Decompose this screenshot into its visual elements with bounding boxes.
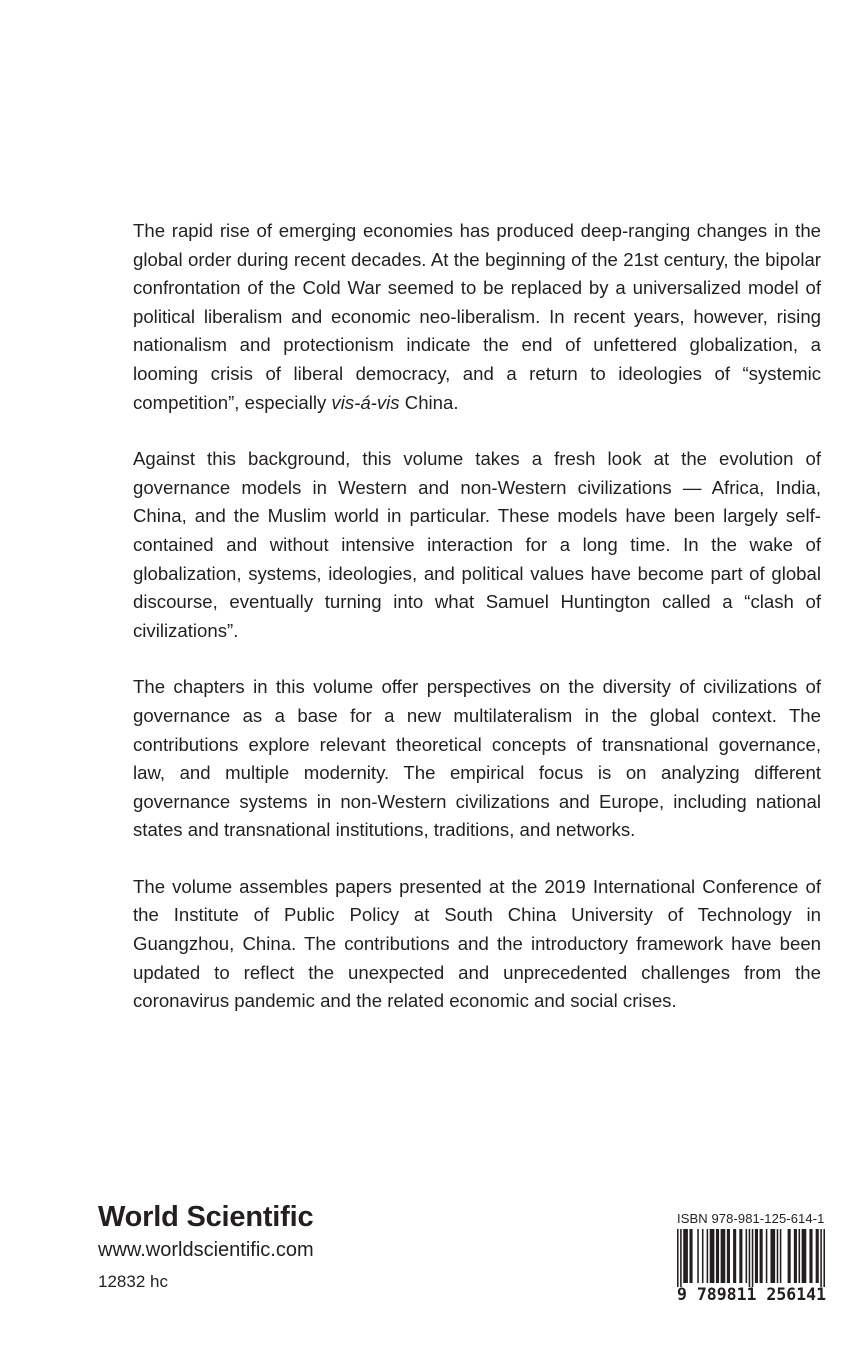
barcode-digits: 9 789811 256141 [677,1285,827,1304]
barcode-bar [816,1229,819,1283]
barcode-bar [689,1229,692,1283]
barcode-bar [820,1229,822,1287]
blurb-paragraph-3: The chapters in this volume offer perspectives on the diversity of civilizations of governance as a base for a new multilateralism in the global context. The contributions explore relevant theoretical concepts of transnational governance, law, and multiple modernity. The empirical focus is on analyzing different governance systems in non-Western civilizations and Europe, including national states and transnational institutions, traditions, and networks. [133,676,821,841]
barcode-bar [799,1229,801,1283]
blurb-italic-phrase: vis-á-vis [331,391,400,413]
isbn-label: ISBN 978-981-125-614-1 [677,1211,825,1226]
barcode-bar [677,1229,679,1287]
barcode-bar [752,1229,754,1287]
barcode-bar [727,1229,730,1283]
blurb-paragraph-1 [133,217,821,417]
barcode-bar [755,1229,758,1283]
barcode-bar [802,1229,807,1283]
publisher-name: World Scientific [98,1201,314,1233]
barcode-bar [721,1229,726,1283]
barcode-bar [680,1229,682,1287]
barcode-bar [746,1229,748,1283]
isbn-barcode-block [677,1212,825,1304]
barcode-bar [707,1229,709,1283]
barcode-bar [710,1229,715,1283]
barcode-bar [716,1229,719,1283]
product-code: 12832 hc [98,1272,168,1291]
barcode-bar [788,1229,791,1283]
barcode-bar [683,1229,688,1283]
barcode-bar [749,1229,751,1287]
publisher-url: www.worldscientific.com [98,1239,314,1261]
barcode-bar [809,1229,812,1283]
barcode-bar [823,1229,825,1287]
barcode-bar [794,1229,797,1283]
back-cover-blurb [133,217,821,1016]
barcode-bar [697,1229,699,1283]
barcode-image [677,1229,825,1287]
barcode-bar [733,1229,736,1283]
barcode-bar [702,1229,704,1283]
blurb-paragraph-4: The volume assembles papers presented at the 2019 International Conference of the Institute of Public Policy at South China University of Technology in Guangzhou, China. The contributions and the introductory framework have been updated to reflect the unexpected and unprecedented challenges from the coronavirus pandemic and the related economic and social crises. [133,875,821,1012]
blurb-paragraph-1-end: China. [399,391,459,413]
barcode-bar [780,1229,782,1283]
blurb-paragraph-1-text: The rapid rise of emerging economies has produced deep-ranging changes in the global order during recent decades. At the beginning of the 21st century, the bipolar confrontation of the Cold War seemed to be replaced by a universalized model of political liberalism and economic neo-liberalism. In recent years, however, rising nationalism and protectionism indicate the end of unfettered globalization, a looming crisis of liberal democracy, and a return to ideologies of “systemic competition”, especially [133,220,821,413]
barcode-bar [770,1229,775,1283]
barcode-bar [766,1229,768,1283]
blurb-paragraph-2: Against this background, this volume takes a fresh look at the evolution of governance models in Western and non-Western civilizations — Africa, India, China, and the Muslim world in particular. These models have been largely self-contained and without intensive interaction for a long time. In the wake of globalization, systems, ideologies, and political values have become part of global discourse, eventually turning into what Samuel Huntington called a “clash of civilizations”. [133,448,821,641]
publisher-block [98,1199,314,1293]
barcode-bar [739,1229,742,1283]
barcode-bar [760,1229,763,1283]
barcode-bar [777,1229,779,1283]
